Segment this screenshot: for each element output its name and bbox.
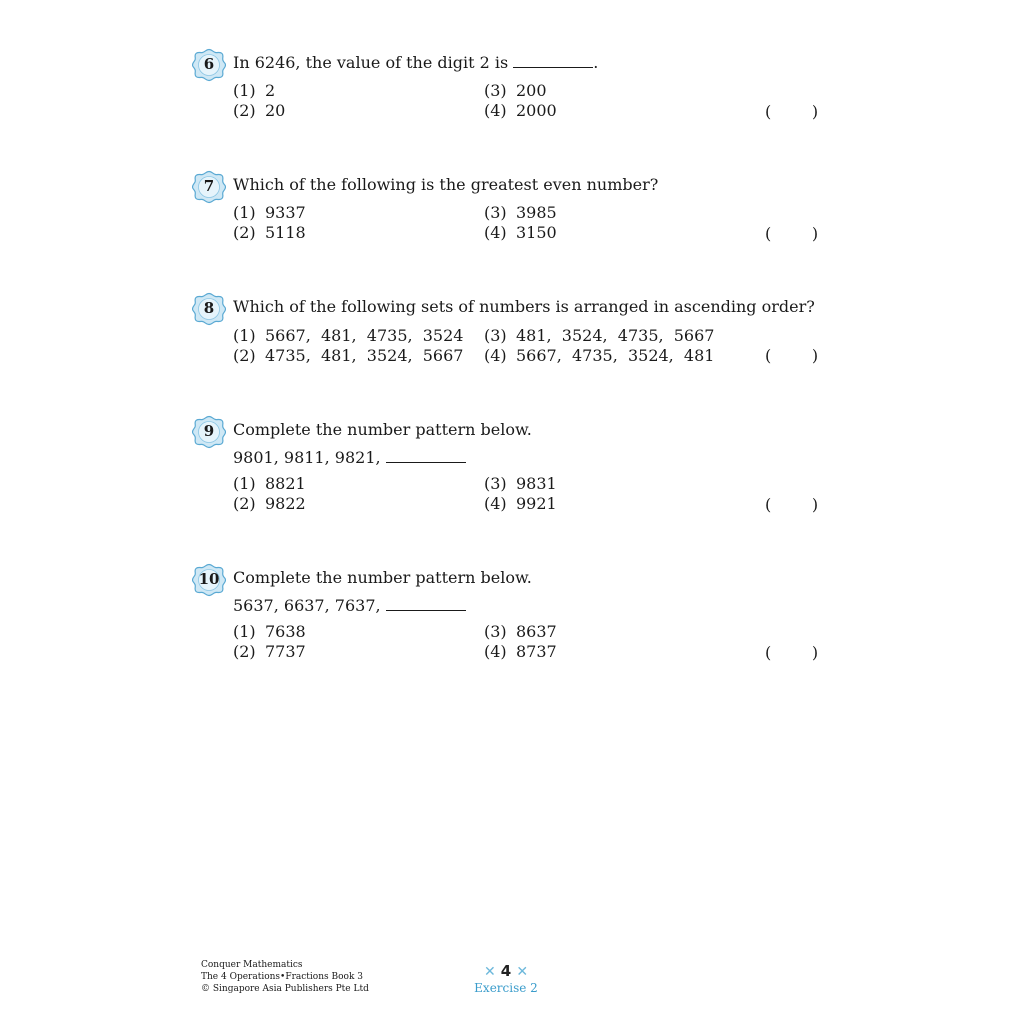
question-number: 9 (203, 422, 215, 440)
answer-parentheses[interactable]: ( ) (765, 102, 819, 121)
question-prompt (233, 297, 815, 316)
option-text: 7638 (265, 622, 306, 641)
question-number-badge (192, 415, 226, 449)
option-text: 9337 (265, 203, 306, 222)
option-number: (4) (484, 101, 507, 120)
option-number: (1) (233, 474, 256, 493)
question-number-badge (192, 563, 226, 597)
option-text: 5667, 4735, 3524, 481 (516, 346, 715, 365)
answer-blank[interactable] (513, 53, 593, 68)
prompt-text: In 6246, the value of the digit 2 is (233, 53, 509, 72)
answer-blank[interactable] (386, 448, 466, 463)
question-number-badge (192, 292, 226, 326)
question-number: 6 (203, 55, 215, 73)
question-9 (192, 415, 832, 515)
option-number: (1) (233, 203, 256, 222)
option-4[interactable] (484, 101, 557, 120)
answer-parentheses[interactable]: ( ) (765, 346, 819, 365)
option-number: (2) (233, 101, 256, 120)
answer-parentheses[interactable]: ( ) (765, 495, 819, 514)
option-text: 3150 (516, 223, 557, 242)
option-text: 2 (265, 81, 276, 100)
option-number: (4) (484, 642, 507, 661)
option-number: (1) (233, 81, 256, 100)
option-2[interactable] (233, 101, 285, 120)
option-2[interactable] (233, 346, 463, 365)
option-3[interactable] (484, 622, 557, 641)
option-number: (3) (484, 326, 507, 345)
option-number: (2) (233, 494, 256, 513)
option-number: (4) (484, 346, 507, 365)
prompt-end: . (593, 53, 599, 72)
answer-parentheses[interactable]: ( ) (765, 643, 819, 662)
question-prompt (233, 175, 658, 194)
times-mark-icon: ✕ (483, 964, 496, 980)
option-text: 20 (265, 101, 286, 120)
option-2[interactable] (233, 642, 306, 661)
book-info (201, 959, 369, 995)
number-pattern (233, 448, 466, 467)
option-2[interactable] (233, 223, 306, 242)
option-text: 8821 (265, 474, 306, 493)
option-4[interactable] (484, 223, 557, 242)
option-3[interactable] (484, 474, 557, 493)
option-text: 8737 (516, 642, 557, 661)
option-3[interactable] (484, 203, 557, 222)
option-text: 7737 (265, 642, 306, 661)
option-text: 2000 (516, 101, 557, 120)
option-number: (4) (484, 223, 507, 242)
option-number: (3) (484, 622, 507, 641)
option-text: 481, 3524, 4735, 5667 (516, 326, 715, 345)
option-1[interactable] (233, 203, 306, 222)
question-number-badge (192, 48, 226, 82)
prompt-text: Which of the following sets of numbers is arranged in ascending order? (233, 297, 815, 316)
question-number: 8 (203, 299, 215, 317)
times-mark-icon: ✕ (516, 964, 529, 980)
option-text: 5667, 481, 4735, 3524 (265, 326, 464, 345)
question-7 (192, 170, 832, 250)
prompt-text: Complete the number pattern below. (233, 568, 532, 587)
prompt-text: Complete the number pattern below. (233, 420, 532, 439)
question-10 (192, 563, 832, 663)
option-text: 9921 (516, 494, 557, 513)
pattern-text: 9801, 9811, 9821, (233, 448, 381, 467)
option-text: 4735, 481, 3524, 5667 (265, 346, 464, 365)
option-text: 3985 (516, 203, 557, 222)
option-3[interactable] (484, 326, 714, 345)
option-1[interactable] (233, 622, 306, 641)
question-number: 10 (198, 570, 220, 588)
answer-parentheses[interactable]: ( ) (765, 224, 819, 243)
option-number: (3) (484, 81, 507, 100)
question-number: 7 (203, 177, 215, 195)
option-text: 9831 (516, 474, 557, 493)
option-1[interactable] (233, 474, 306, 493)
copyright: © Singapore Asia Publishers Pte Ltd (201, 984, 369, 994)
option-text: 9822 (265, 494, 306, 513)
option-number: (3) (484, 474, 507, 493)
question-prompt (233, 53, 598, 72)
option-number: (1) (233, 622, 256, 641)
page-number: 4 (500, 962, 512, 980)
option-1[interactable] (233, 326, 463, 345)
option-number: (1) (233, 326, 256, 345)
option-number: (3) (484, 203, 507, 222)
page-footer (470, 961, 542, 995)
option-4[interactable] (484, 642, 557, 661)
option-text: 200 (516, 81, 547, 100)
option-text: 8637 (516, 622, 557, 641)
book-title: Conquer Mathematics (201, 960, 303, 970)
option-4[interactable] (484, 346, 714, 365)
option-text: 5118 (265, 223, 306, 242)
option-number: (2) (233, 346, 256, 365)
option-number: (4) (484, 494, 507, 513)
option-3[interactable] (484, 81, 547, 100)
question-prompt (233, 420, 532, 439)
question-8 (192, 292, 832, 372)
pattern-text: 5637, 6637, 7637, (233, 596, 381, 615)
option-2[interactable] (233, 494, 306, 513)
book-subtitle: The 4 Operations•Fractions Book 3 (201, 972, 363, 982)
option-number: (2) (233, 223, 256, 242)
question-6 (192, 48, 832, 128)
question-number-badge (192, 170, 226, 204)
prompt-text: Which of the following is the greatest even number? (233, 175, 659, 194)
option-4[interactable] (484, 494, 557, 513)
option-number: (2) (233, 642, 256, 661)
question-prompt (233, 568, 532, 587)
exercise-label: Exercise 2 (474, 981, 538, 995)
number-pattern (233, 596, 466, 615)
option-1[interactable] (233, 81, 275, 100)
answer-blank[interactable] (386, 596, 466, 611)
